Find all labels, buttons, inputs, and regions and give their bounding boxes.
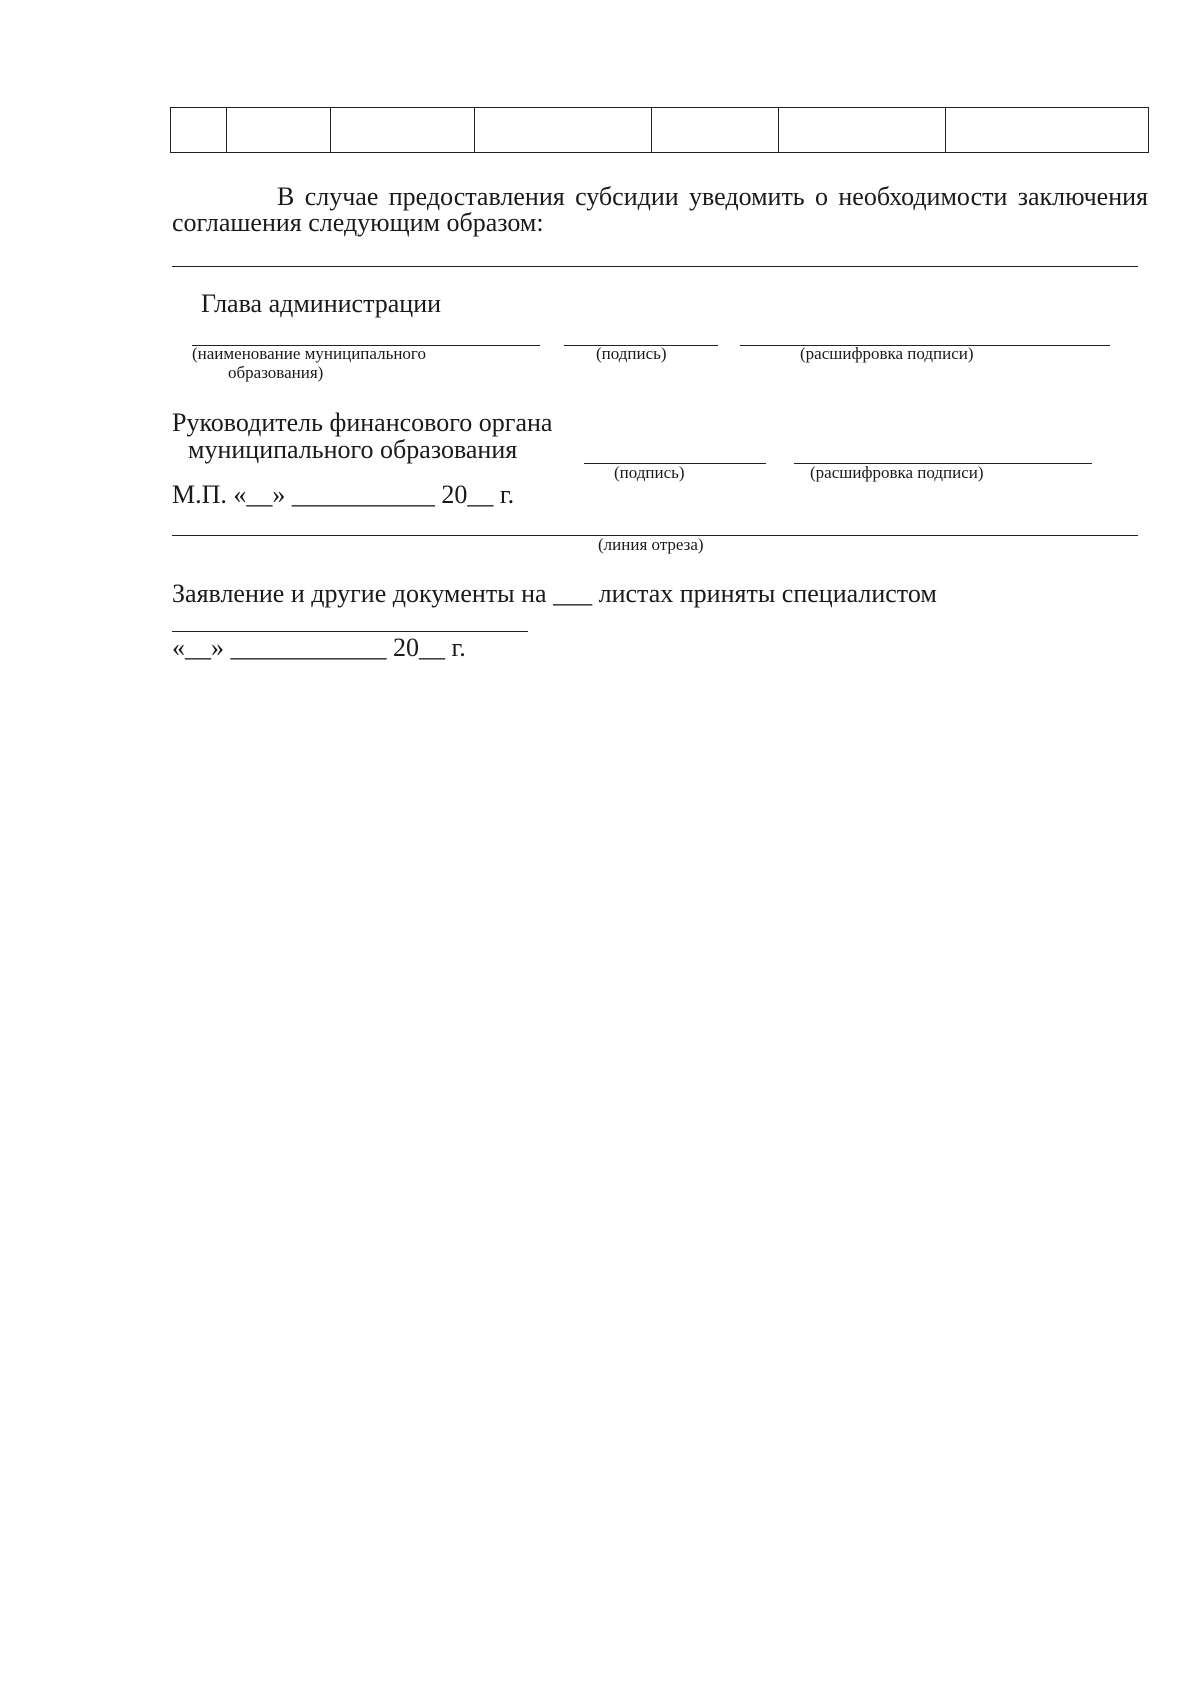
receipt-date: «__» ____________ 20__ г. bbox=[172, 633, 466, 662]
notice-text: В случае предоставления субсидии уведомить о необходимости заключения соглашения следующим образом: bbox=[172, 182, 1148, 237]
table-cell bbox=[331, 108, 475, 152]
finance-head-title-line2: муниципального образования bbox=[188, 435, 518, 464]
finance-caption-signature: (подпись) bbox=[614, 463, 685, 482]
caption-municipal-name: (наименование муниципального bbox=[192, 344, 426, 363]
table-cell bbox=[227, 108, 331, 152]
notice-paragraph bbox=[172, 184, 1148, 236]
caption-municipal-name-2: образования) bbox=[228, 363, 324, 382]
notice-answer-line bbox=[172, 266, 1138, 267]
stamp-date-line: М.П. «__» ___________ 20__ г. bbox=[172, 480, 515, 509]
table-cell bbox=[171, 108, 227, 152]
specialist-name-line bbox=[172, 631, 528, 632]
table-cell bbox=[779, 108, 946, 152]
caption-decoding: (расшифровка подписи) bbox=[800, 344, 974, 363]
table-row bbox=[170, 107, 1149, 153]
table-cell bbox=[475, 108, 652, 152]
finance-head-title-line1: Руководитель финансового органа bbox=[172, 408, 553, 437]
finance-caption-decoding: (расшифровка подписи) bbox=[810, 463, 984, 482]
table-cell bbox=[652, 108, 779, 152]
receipt-text: Заявление и другие документы на ___ листах приняты специалистом bbox=[172, 579, 937, 608]
table-cell bbox=[946, 108, 1148, 152]
cut-line-caption: (линия отреза) bbox=[598, 535, 704, 554]
head-of-admin-title: Глава администрации bbox=[201, 289, 442, 318]
caption-signature: (подпись) bbox=[596, 344, 667, 363]
